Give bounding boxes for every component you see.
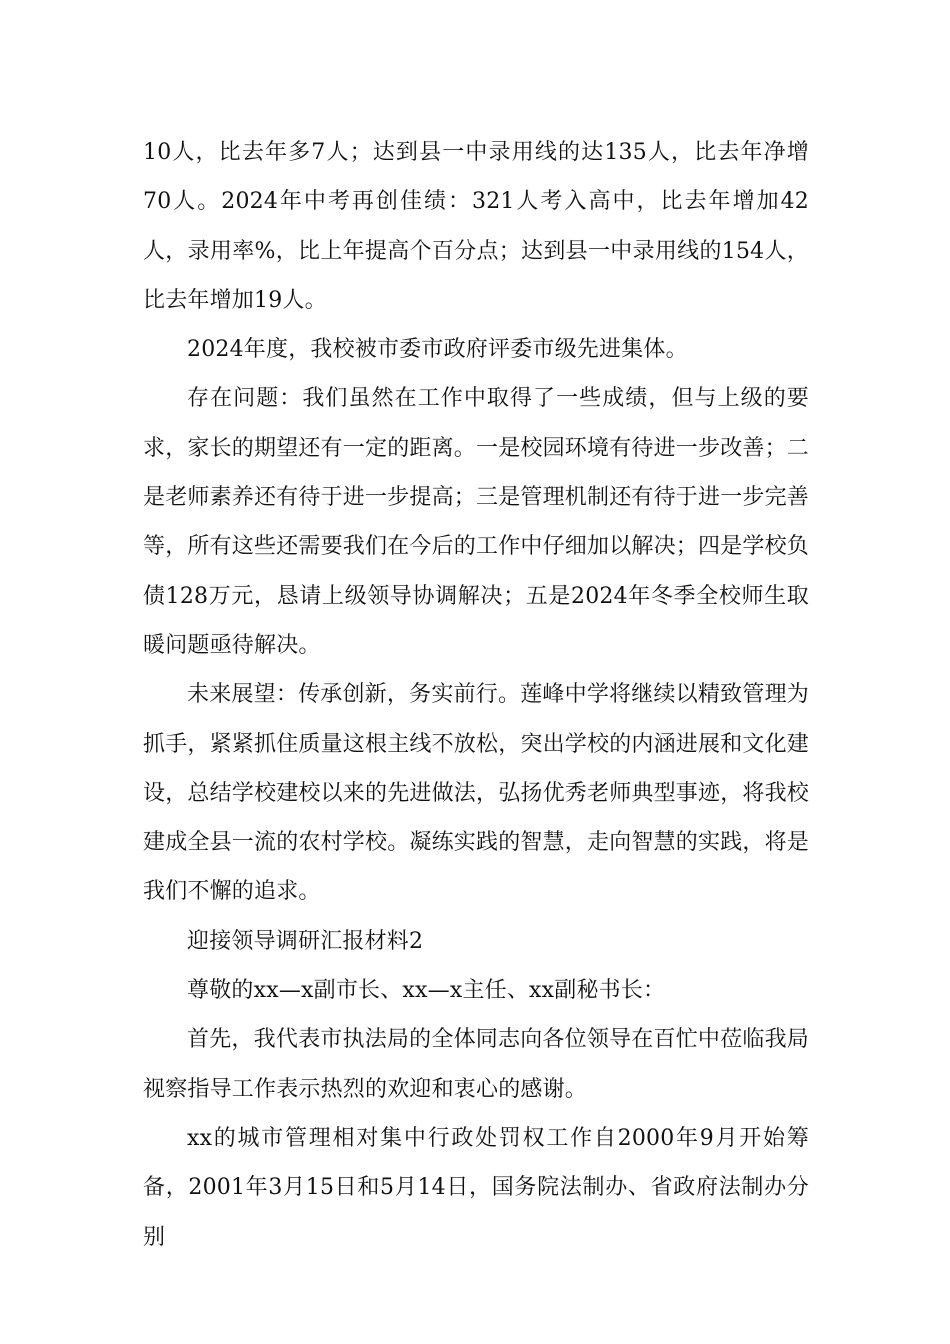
paragraph-outlook: 未来展望：传承创新，务实前行。莲峰中学将继续以精致管理为抓手，紧紧抓住质量这根主线不放松，突出学校的内涵进展和文化建设，总结学校建校以来的先进做法，弘扬优秀老师典型事迹，将我校建成全县一流的农村学校。凝练实践的智慧，走向智慧的实践，将是我们不懈的追求。 — [143, 682, 810, 905]
paragraph-welcome: 首先，我代表市执法局的全体同志向各位领导在百忙中莅临我局视察指导工作表示热烈的欢迎和衷心的感谢。 — [143, 1027, 809, 1102]
paragraph-honor: 2024年度，我校被市委市政府评委市级先进集体。 — [187, 337, 688, 363]
section-heading: 迎接领导调研汇报材料2 — [187, 928, 424, 954]
document-body — [143, 128, 809, 1262]
paragraph-continued: 10人，比去年多7人；达到县一中录用线的达135人，比去年净增70人。2024年中考再创佳绩：321人考入高中，比去年增加42人，录用率%，比上年提高个百分点；达到县一中录用线的154人，比去年增加19人。 — [143, 140, 809, 313]
salutation: 尊敬的xx—x副市长、xx—x主任、xx副秘书长： — [187, 978, 666, 1004]
paragraph-history: xx的城市管理相对集中行政处罚权工作自2000年9月开始筹备，2001年3月15日和5月14日，国务院法制办、省政府法制办分别 — [143, 1125, 809, 1250]
paragraph-problems: 存在问题：我们虽然在工作中取得了一些成绩，但与上级的要求，家长的期望还有一定的距离。一是校园环境有待进一步改善；二是老师素养还有待于进一步提高；三是管理机制还有待于进一步完善等，所有这些还需要我们在今后的工作中仔细加以解决；四是学校负债128万元，恳请上级领导协调解决；五是2024年冬季全校师生取暖问题亟待解决。 — [143, 386, 810, 658]
